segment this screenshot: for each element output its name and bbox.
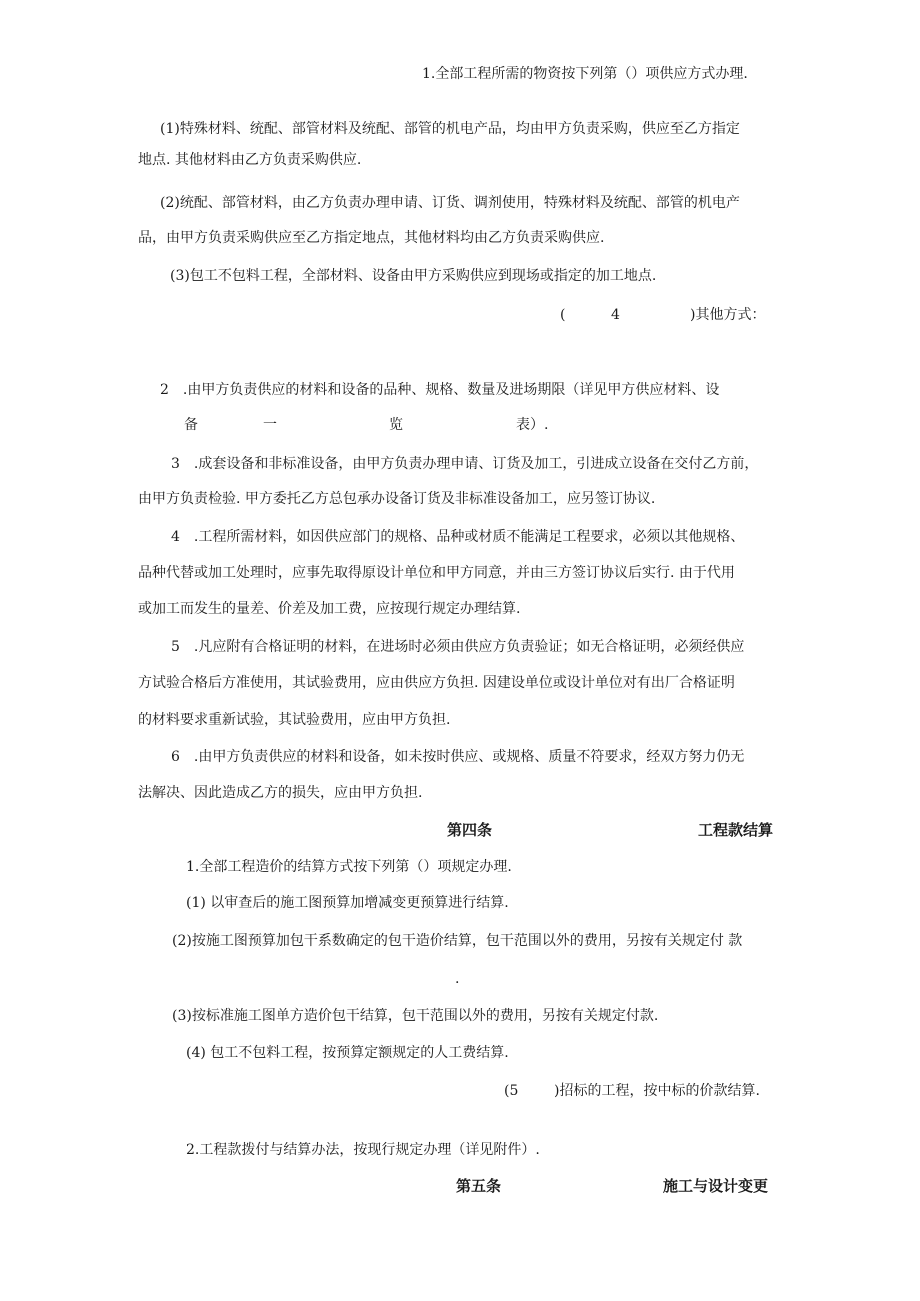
supply-option-1-line-1: (1)特殊材料、统配、部管材料及统配、部管的机电产品，均由甲方负责采购，供应至乙方指定 <box>160 121 740 137</box>
supply-item-5-line-1: 5 .凡应附有合格证明的材料，在进场时必须由供应方负责验证；如无合格证明，必须经供应 <box>171 639 745 655</box>
article-4-title: 工程款结算 <box>698 821 774 839</box>
supply-item-2-line-2a: 备 <box>184 417 198 433</box>
settlement-option-2-tail: . <box>455 971 460 987</box>
settlement-item-2: 2.工程款拨付与结算办法，按现行规定办理（详见附件）. <box>186 1142 540 1158</box>
supply-item-4-line-2: 品种代替或加工处理时，应事先取得原设计单位和甲方同意，并由三方签订协议后实行. 由于代用 <box>138 565 735 581</box>
supply-item-4-line-3: 或加工而发生的量差、价差及加工费，应按现行规定办理结算. <box>138 601 521 617</box>
article-5-title: 施工与设计变更 <box>663 1177 769 1195</box>
supply-option-4-text: )其他方式： <box>690 307 766 323</box>
supply-item-6-line-1: 6 .由甲方负责供应的材料和设备，如未按时供应、或规格、质量不符要求，经双方努力仍无 <box>171 749 745 765</box>
supply-item-6-line-2: 法解决、因此造成乙方的损失，应由甲方负担. <box>138 785 423 801</box>
settlement-option-4: (4) 包工不包料工程，按预算定额规定的人工费结算. <box>186 1045 509 1061</box>
supply-item-2-line-2c: 览 <box>389 417 403 433</box>
supply-option-2-line-2: 品，由甲方负责采购供应至乙方指定地点，其他材料均由乙方负责采购供应. <box>138 230 605 246</box>
supply-item-2-line-1: 2 .由甲方负责供应的材料和设备的品种、规格、数量及进场期限（详见甲方供应材料、设 <box>160 382 720 398</box>
supply-option-2-line-1: (2)统配、部管材料，由乙方负责办理申请、订货、调剂使用，特殊材料及统配、部管的机电产 <box>160 195 740 211</box>
supply-item-3-line-1: 3 .成套设备和非标准设备，由甲方负责办理申请、订货及加工，引进成立设备在交付乙方前， <box>171 456 759 472</box>
settlement-intro: 1.全部工程造价的结算方式按下列第（）项规定办理. <box>186 859 512 875</box>
article-4-number: 第四条 <box>447 821 493 839</box>
supply-option-4-open: ( <box>560 307 566 323</box>
supply-item-2-line-2d: 表）. <box>516 417 549 433</box>
settlement-option-3: (3)按标准施工图单方造价包干结算，包干范围以外的费用，另按有关规定付款. <box>172 1008 659 1024</box>
supply-option-4-number: 4 <box>611 307 620 323</box>
settlement-option-5-open: (5 <box>504 1083 519 1099</box>
supply-option-3: (3)包工不包料工程，全部材料、设备由甲方采购供应到现场或指定的加工地点. <box>170 268 657 284</box>
supply-item-3-line-2: 由甲方负责检验. 甲方委托乙方总包承办设备订货及非标准设备加工，应另签订协议. <box>138 491 656 507</box>
supply-item-5-line-3: 的材料要求重新试验，其试验费用，应由甲方负担. <box>138 712 451 728</box>
supply-item-5-line-2: 方试验合格后方准使用，其试验费用，应由供应方负担. 因建设单位或设计单位对有出厂合格证明 <box>138 675 735 691</box>
article-5-number: 第五条 <box>456 1177 502 1195</box>
settlement-option-5-text: )招标的工程，按中标的价款结算. <box>554 1083 760 1099</box>
settlement-option-2: (2)按施工图预算加包干系数确定的包干造价结算，包干范围以外的费用，另按有关规定付 款 <box>172 933 743 949</box>
supply-option-1-line-2: 地点. 其他材料由乙方负责采购供应. <box>138 152 362 168</box>
supply-item-4-line-1: 4 .工程所需材料，如因供应部门的规格、品种或材质不能满足工程要求，必须以其他规格、 <box>171 529 745 545</box>
supply-item-2-line-2b: 一 <box>263 417 277 433</box>
supply-method-intro: 1.全部工程所需的物资按下列第（）项供应方式办理. <box>422 66 748 82</box>
settlement-option-1: (1) 以审查后的施工图预算加增减变更预算进行结算. <box>186 895 509 911</box>
